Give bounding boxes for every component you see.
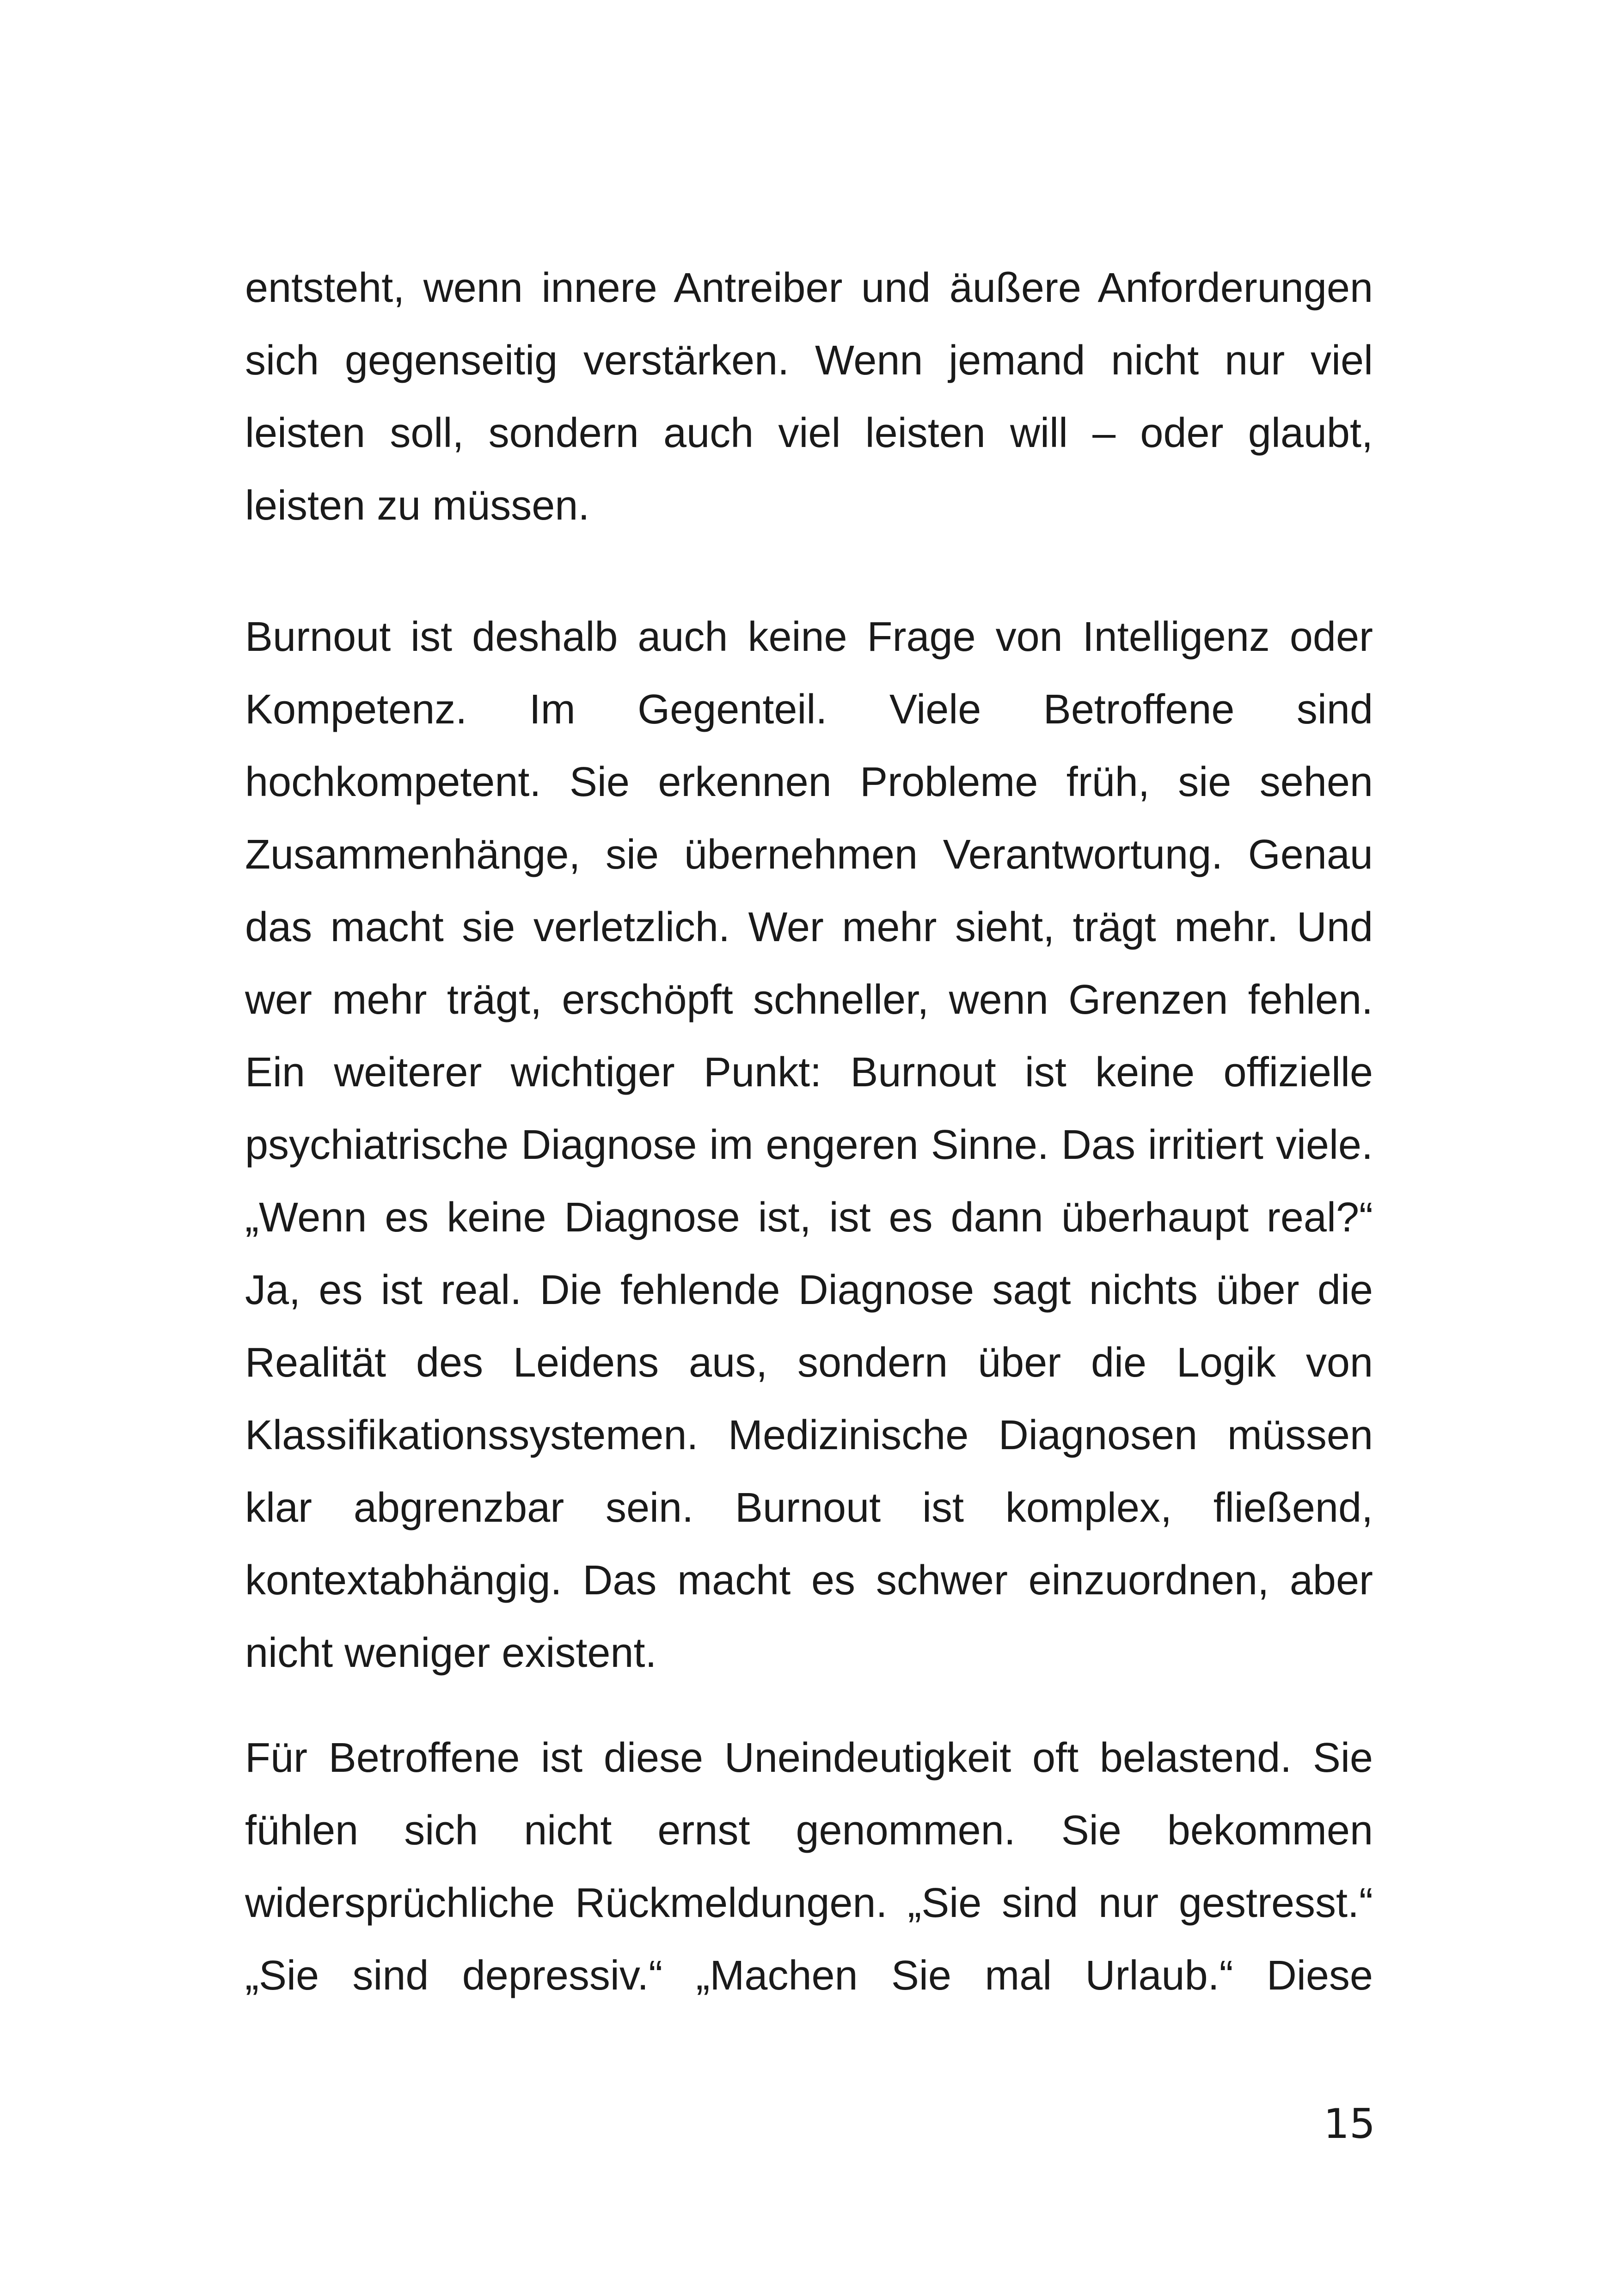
text-line: fühlen sich nicht ernst genommen. Sie bekommen bbox=[245, 1807, 1373, 1854]
page-number: 15 bbox=[1324, 2100, 1375, 2148]
text-line: Ein weiterer wichtiger Punkt: Burnout ist keine offizielle bbox=[245, 1049, 1373, 1096]
paragraph bbox=[245, 601, 1373, 1690]
text-line: leisten zu müssen. bbox=[245, 483, 590, 529]
text-line: „Wenn es keine Diagnose ist, ist es dann überhaupt real?“ bbox=[245, 1194, 1373, 1241]
text-line: wer mehr trägt, erschöpft schneller, wenn Grenzen fehlen. bbox=[245, 977, 1373, 1023]
paragraph bbox=[245, 252, 1373, 542]
text-line: klar abgrenzbar sein. Burnout ist komplex, fließend, bbox=[245, 1485, 1373, 1531]
text-line: Klassifikationssystemen. Medizinische Diagnosen müssen bbox=[245, 1412, 1373, 1458]
text-line: hochkompetent. Sie erkennen Probleme früh, sie sehen bbox=[245, 759, 1373, 805]
text-line: Ja, es ist real. Die fehlende Diagnose sagt nichts über die bbox=[245, 1267, 1373, 1313]
text-line: leisten soll, sondern auch viel leisten will – oder glaubt, bbox=[245, 410, 1373, 456]
text-line: „Sie sind depressiv.“ „Machen Sie mal Urlaub.“ Diese bbox=[245, 1953, 1373, 1999]
text-line: widersprüchliche Rückmeldungen. „Sie sind nur gestresst.“ bbox=[245, 1880, 1373, 1926]
text-line: sich gegenseitig verstärken. Wenn jemand nicht nur viel bbox=[245, 337, 1373, 384]
text-line: das macht sie verletzlich. Wer mehr sieht, trägt mehr. Und bbox=[245, 904, 1373, 950]
text-line: entsteht, wenn innere Antreiber und äußere Anforderungen bbox=[245, 265, 1373, 311]
text-line: nicht weniger existent. bbox=[245, 1630, 657, 1676]
text-line: Kompetenz. Im Gegenteil. Viele Betroffene sind bbox=[245, 686, 1373, 733]
paragraph bbox=[245, 1722, 1373, 2012]
text-line: Für Betroffene ist diese Uneindeutigkeit oft belastend. Sie bbox=[245, 1735, 1373, 1781]
text-line: Burnout ist deshalb auch keine Frage von Intelligenz oder bbox=[245, 614, 1373, 660]
text-line: kontextabhängig. Das macht es schwer einzuordnen, aber bbox=[245, 1557, 1373, 1604]
text-line: psychiatrische Diagnose im engeren Sinne. Das irritiert viele. bbox=[245, 1122, 1373, 1168]
text-line: Realität des Leidens aus, sondern über die Logik von bbox=[245, 1340, 1373, 1386]
text-line: Zusammenhänge, sie übernehmen Verantwortung. Genau bbox=[245, 832, 1373, 878]
